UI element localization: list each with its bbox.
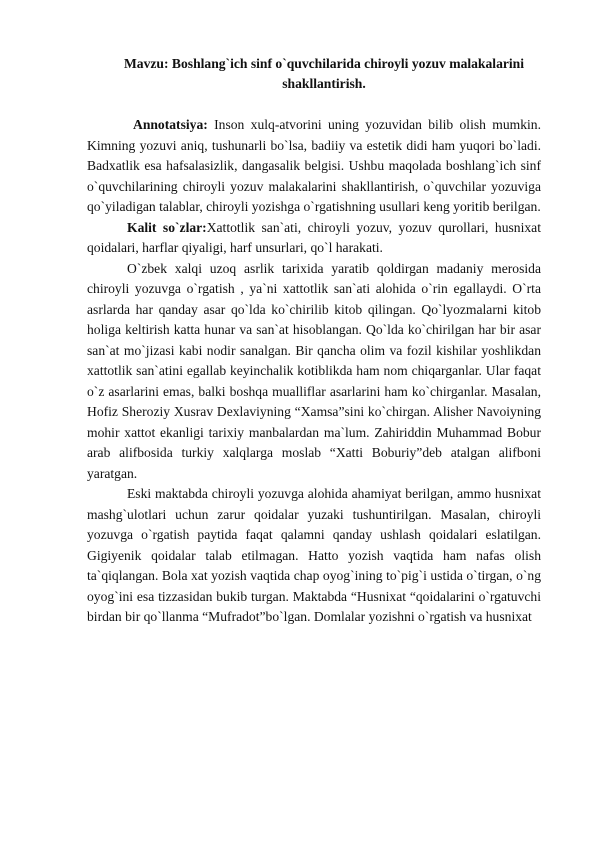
keywords-text: Xattotlik san`ati, chiroyli yozuv, yozuv qurollari, husnixat qoidalari, harflar qiyaligi, harf unsurlari, qo`l harakati. [87,219,541,255]
title-line-1: Mavzu: Boshlang`ich sinf o`quvchilarida chiroyli yozuv malakalarini [123,56,525,71]
keywords-label: Kalit so`zlar: [127,219,207,235]
body-paragraph-1: O`zbek xalqi uzoq asrlik tarixida yaratib qoldirgan madaniy merosida chiroyli yozuvga o`rgatish , ya`ni xattotlik san`ati alohida o`rin egallaydi. O`rta asrlarda har qanday asar qo`lda ko`chirilib kitob qilingan. Qo`lyozmalarni kitob holiga keltirish katta hunar va san`at hisoblangan. Qo`lda ko`chirilgan har bir asar san`at mo`jizasi kabi nodir sanalgan. Bir qancha olim va fozil kishilar yoshlikdan xattotlik san`atini egallab keyinchalik kotiblikda ham nom chiqarganlar. Ular faqat o`z asarlarini emas, balki boshqa mualliflar asarlarini ham ko`chirganlar. Masalan, Hofiz Sheroziy Xusrav Dexlaviyning “Xamsa”sini ko`chirgan. Alisher Navoiyning mohir xattot ekanligi tarixiy manbalardan ma`lum. Zahiriddin Muhammad Bobur arab alifbosida turkiy xalqlarga moslab “Xatti Boburiy”deb atalgan alifboni yaratgan. [87,260,541,481]
document-title [87,54,541,94]
annotation-paragraph [87,115,541,218]
keywords-paragraph [87,218,541,259]
annotation-label: Annotatsiya: [133,117,208,132]
title-line-2: shakllantirish. [282,76,366,91]
body-paragraph-2: Eski maktabda chiroyli yozuvga alohida ahamiyat berilgan, ammo husnixat mashg`ulotlari uchun zarur qoidalar yuzaki tushuntirilgan. Masalan, chiroyli yozuvga o`rgatish paytida faqat qalamni qanday ushlash qoidalari eslatilgan. Gigiyenik qoidalar talab etilmagan. Hatto yozish vaqtida ham nafas olish ta`qiqlangan. Bola xat yozish vaqtida chap oyog`ining to`pig`i ustida o`tirgan, o`ng oyog`ini esa tizzasidan bukib turgan. Maktabda “Husnixat “qoidalarini o`rgatuvchi birdan bir qo`llanma “Mufradot”bo`lgan. Domlalar yozishni o`rgatish va husnixat [87,486,541,624]
annotation-text: Inson xulq-atvorini uning yozuvidan bilib olish mumkin. Kimning yozuvi aniq, tushunarli bo`lsa, badiiy va estetik didi ham yuqori bo`ladi. Badxatlik esa hafsalasizlik, dangasalik belgisi. Ushbu maqolada boshlang`ich sinf o`quvchilarining chiroyli yozuv malakalarini shakllantirish, o`quvchilar yozuviga qo`yiladigan talablar, chiroyli yozishga o`rgatishning usullari keng yoritib berilgan. [87,117,541,214]
